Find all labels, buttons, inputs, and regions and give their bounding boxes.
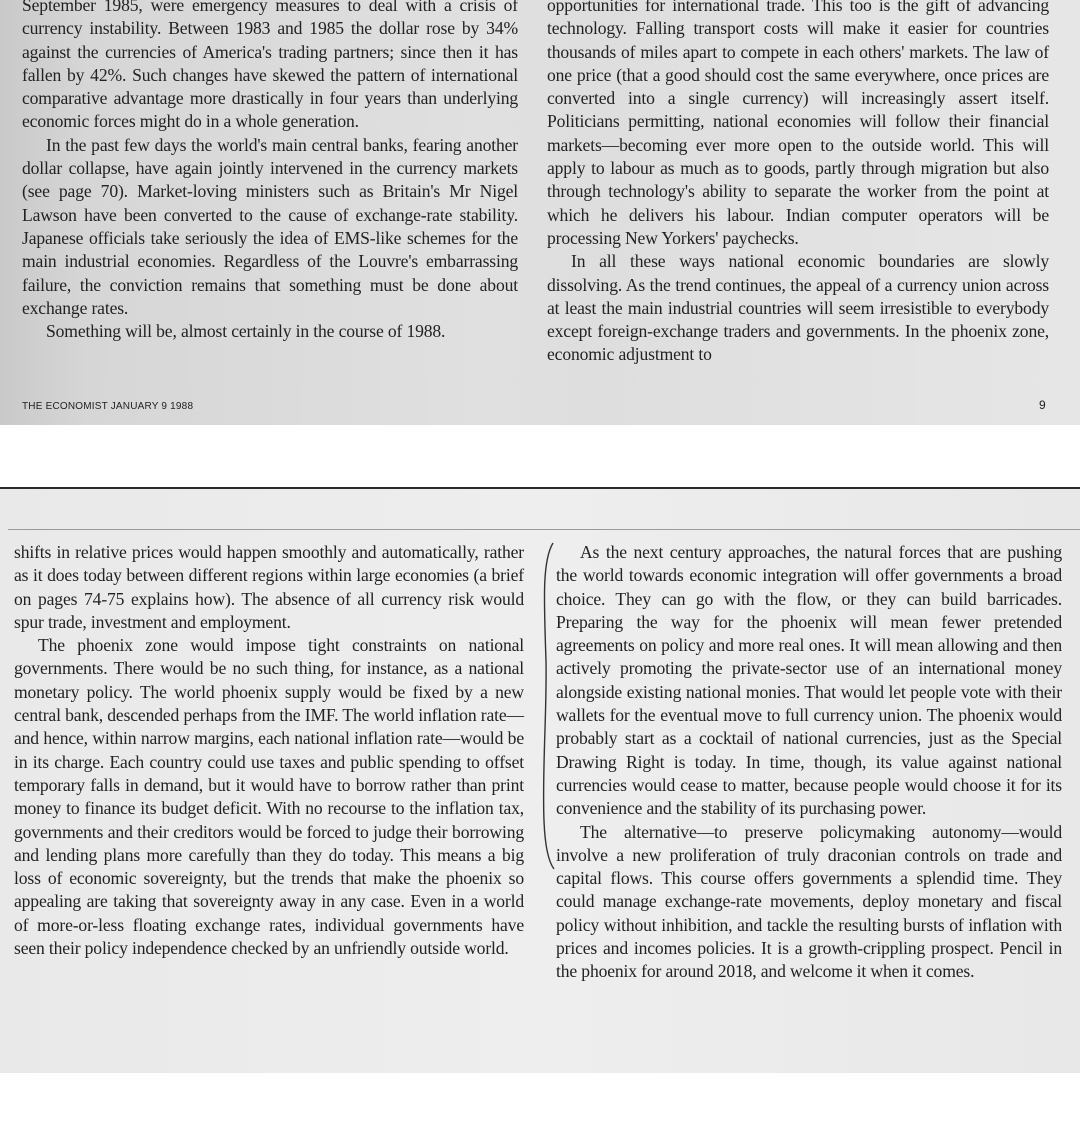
article-paragraph: In the past few days the world's main central banks, fearing another dollar collapse, have again jointly intervened in the currency markets (see page 70). Market-loving ministers such as Britain's Mr Nigel Lawson have been converted to the cause of exchange-rate stability. Japanese officials take seriously the idea of EMS-like schemes for the main industrial economies. Regardless of the Louvre's embarrassing failure, the conviction remains that something must be done about exchange rates. <box>22 134 518 318</box>
bottom-left-column <box>14 541 524 960</box>
handwritten-bracket-mark <box>538 541 556 871</box>
header-rule <box>8 529 1080 530</box>
article-paragraph: The alternative—to preserve policymaking autonomy—would involve a new proliferation of truly draconian controls on trade and capital flows. This course offers governments a splendid time. They could manage exchange-rate movements, deploy monetary and fiscal policy without inhibition, and tackle the resulting bursts of inflation with prices and incomes policies. It is a growth-crippling prospect. Pencil in the phoenix for around 2018, and welcome it when it comes. <box>556 821 1062 982</box>
article-paragraph: opportunities for international trade. This too is the gift of advancing technology. Falling transport costs will make it easier for countries thousands of miles apart to compete in each others' markets. The law of one price (that a good should cost the same everywhere, once prices are converted into a single currency) will increasingly assert itself. Politicians permitting, national economies will follow their financial markets—becoming ever more open to the outside world. This will apply to labour as much as to goods, partly through migration but also through technology's ability to separate the worker from the point at which he delivers his labour. Indian computer operators will be processing New Yorkers' paychecks. <box>547 0 1049 248</box>
bottom-right-column <box>556 541 1062 984</box>
top-page-scan <box>0 0 1080 425</box>
page-footer-publication: THE ECONOMIST JANUARY 9 1988 <box>22 401 194 412</box>
article-paragraph: Something will be, almost certainly in the course of 1988. <box>46 321 446 342</box>
bottom-page-scan <box>0 487 1080 1073</box>
article-paragraph: shifts in relative prices would happen smoothly and automatically, rather as it does today between different regions within large economies (a brief on pages 74-75 explains how). The absence of all currency risk would spur trade, investment and employment. <box>14 542 524 632</box>
article-paragraph: The phoenix zone would impose tight constraints on national governments. There would be no such thing, for instance, as a national monetary policy. The world phoenix supply would be fixed by a new central bank, descended perhaps from the IMF. The world inflation rate—and hence, within narrow margins, each national inflation rate—would be in its charge. Each country could use taxes and public spending to offset temporary falls in demand, but it would have to borrow rather than print money to finance its budget deficit. With no recourse to the inflation tax, governments and their creditors would be forced to judge their borrowing and lending plans more carefully than they do today. This means a big loss of economic sovereignty, but the trends that make the phoenix so appealing are taking that sovereignty away in any case. Even in a world of more-or-less floating exchange rates, individual governments have seen their policy independence checked by an unfriendly outside world. <box>14 635 524 959</box>
page-number: 9 <box>1039 398 1046 412</box>
article-paragraph: As the next century approaches, the natural forces that are pushing the world towards economic integration will offer governments a broad choice. They can go with the flow, or they can build barricades. Preparing the way for the phoenix will mean fewer pretended agreements on policy and more real ones. It will mean allowing and then actively promoting the private-sector use of an international money alongside existing national monies. That would let people vote with their wallets for the eventual move to full currency union. The phoenix would probably start as a cocktail of national currencies, just as the Special Drawing Right is today. In time, though, its value against national currencies would cease to matter, because people would choose it for its convenience and the stability of its purchasing power. <box>556 542 1062 819</box>
article-paragraph: In all these ways national economic boundaries are slowly dissolving. As the trend continues, the appeal of a currency union across at least the main industrial countries will seem irresistible to everybody except foreign-exchange traders and governments. In the phoenix zone, economic adjustment to <box>547 251 1049 365</box>
article-paragraph: September 1985, were emergency measures to deal with a crisis of currency instability. Between 1983 and 1985 the dollar rose by 34% against the currencies of America's trading partners; since then it has fallen by 42%. Such changes have skewed the pattern of international comparative advantage more drastically in four years than underlying economic forces might do in a whole generation. <box>22 0 518 132</box>
top-right-column <box>547 0 1049 367</box>
top-left-column <box>22 0 518 343</box>
